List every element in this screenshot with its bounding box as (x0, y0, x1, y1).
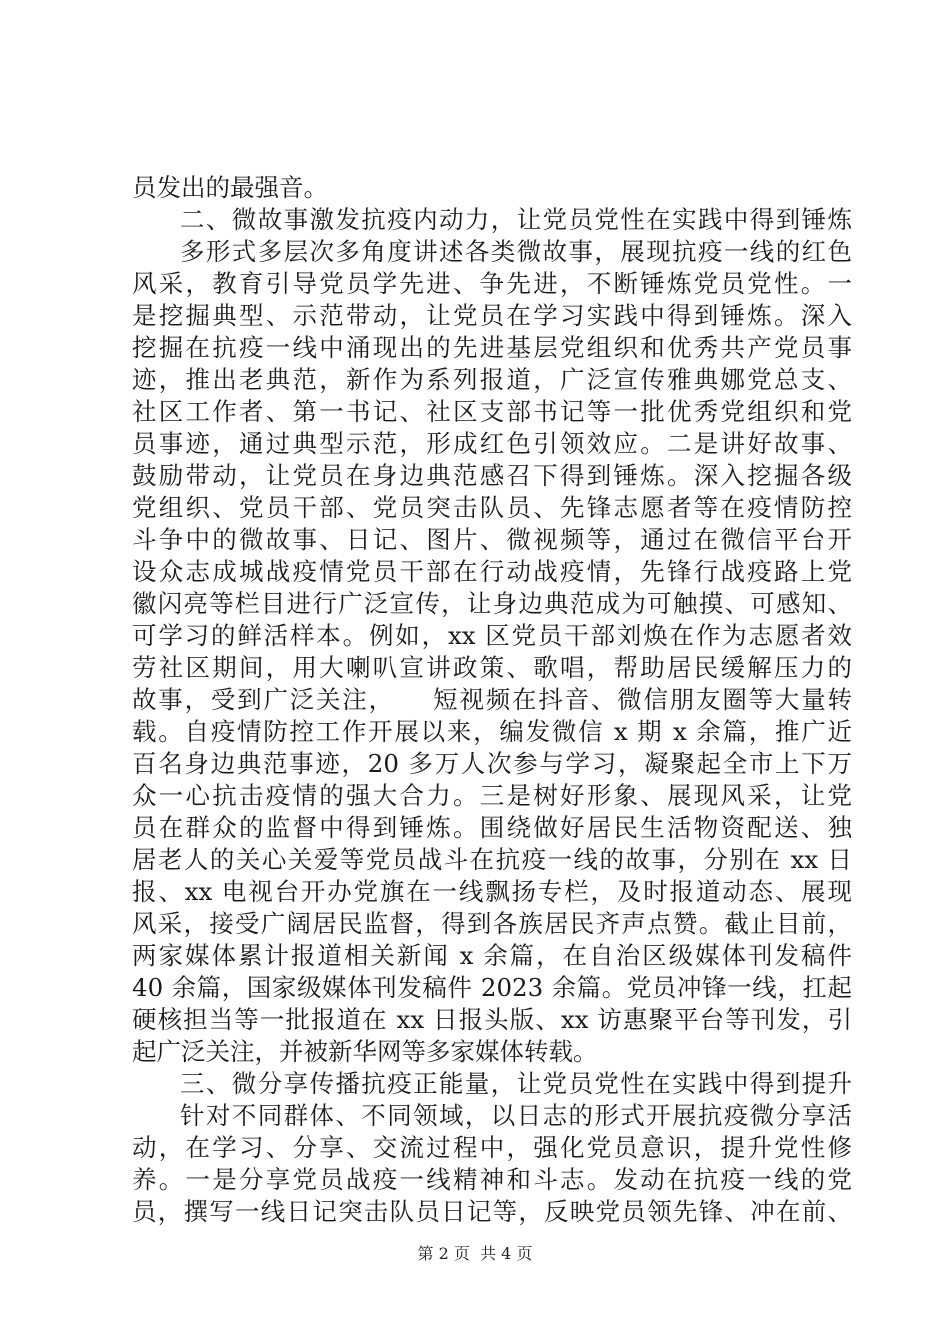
text-line-25: 两家媒体累计报道相关新闻 x 余篇，在自治区级媒体刊发稿件 (132, 941, 852, 970)
text-line-26: 40 余篇，国家级媒体刊发稿件 2023 余篇。党员冲锋一线，扛起 (132, 973, 852, 1002)
page-footer (0, 1243, 950, 1265)
text-line-13: 设众志成城战疫情党员干部在行动战疫情，先锋行战疫路上党 (132, 557, 852, 586)
text-line-33: 员，撰写一线日记突击队员日记等，反映党员领先锋、冲在前、 (132, 1197, 852, 1226)
text-line-3: 多形式多层次多角度讲述各类微故事，展现抗疫一线的红色 (180, 237, 852, 266)
text-line-19: 百名身边典范事迹，20 多万人次参与学习，凝聚起全市上下万 (132, 749, 852, 778)
section-heading-3: 三、微分享传播抗疫正能量，让党员党性在实践中得到提升 (180, 1069, 852, 1098)
text-line-5: 是挖掘典型、示范带动，让党员在学习实践中得到锤炼。深入 (132, 301, 852, 330)
text-line-30: 针对不同群体、不同领域，以日志的形式开展抗疫微分享活 (180, 1101, 852, 1130)
text-line-17: 故事，受到广泛关注， 短视频在抖音、微信朋友圈等大量转 (132, 685, 852, 714)
section-heading-2: 二、微故事激发抗疫内动力，让党员党性在实践中得到锤炼 (180, 205, 852, 234)
text-line-31: 动，在学习、分享、交流过程中，强化党员意识，提升党性修 (132, 1133, 852, 1162)
text-line-22: 居老人的关心关爱等党员战斗在抗疫一线的故事，分别在 xx 日 (132, 845, 852, 874)
text-line-16: 劳社区期间，用大喇叭宣讲政策、歌唱，帮助居民缓解压力的 (132, 653, 852, 682)
text-line-32: 养。一是分享党员战疫一线精神和斗志。发动在抗疫一线的党 (132, 1165, 852, 1194)
text-line-6: 挖掘在抗疫一线中涌现出的先进基层党组织和优秀共产党员事 (132, 333, 852, 362)
text-line-1: 员发出的最强音。 (132, 173, 328, 202)
text-line-11: 党组织、党员干部、党员突击队员、先锋志愿者等在疫情防控 (132, 493, 852, 522)
text-line-10: 鼓励带动，让党员在身边典范感召下得到锤炼。深入挖掘各级 (132, 461, 852, 490)
text-line-18: 载。自疫情防控工作开展以来，编发微信 x 期 x 余篇，推广近 (132, 717, 852, 746)
text-line-4: 风采，教育引导党员学先进、争先进，不断锤炼党员党性。一 (132, 269, 852, 298)
text-line-9: 员事迹，通过典型示范，形成红色引领效应。二是讲好故事、 (132, 429, 852, 458)
text-line-12: 斗争中的微故事、日记、图片、微视频等，通过在微信平台开 (132, 525, 852, 554)
text-line-24: 风采，接受广阔居民监督，得到各族居民齐声点赞。截止目前， (132, 909, 852, 938)
text-line-21: 员在群众的监督中得到锤炼。围绕做好居民生活物资配送、独 (132, 813, 852, 842)
text-line-20: 众一心抗击疫情的强大合力。三是树好形象、展现风采，让党 (132, 781, 852, 810)
text-line-7: 迹，推出老典范，新作为系列报道，广泛宣传雅典娜党总支、 (132, 365, 852, 394)
text-line-14: 徽闪亮等栏目进行广泛宣传，让身边典范成为可触摸、可感知、 (132, 589, 852, 618)
text-line-27: 硬核担当等一批报道在 xx 日报头版、xx 访惠聚平台等刊发，引 (132, 1005, 852, 1034)
text-line-23: 报、xx 电视台开办党旗在一线飘扬专栏，及时报道动态、展现 (132, 877, 852, 906)
page-number-label: 第 2 页 共 4 页 (417, 1244, 533, 1263)
text-line-8: 社区工作者、第一书记、社区支部书记等一批优秀党组织和党 (132, 397, 852, 426)
text-line-15: 可学习的鲜活样本。例如，xx 区党员干部刘焕在作为志愿者效 (132, 621, 852, 650)
text-line-28: 起广泛关注，并被新华网等多家媒体转载。 (132, 1037, 598, 1066)
